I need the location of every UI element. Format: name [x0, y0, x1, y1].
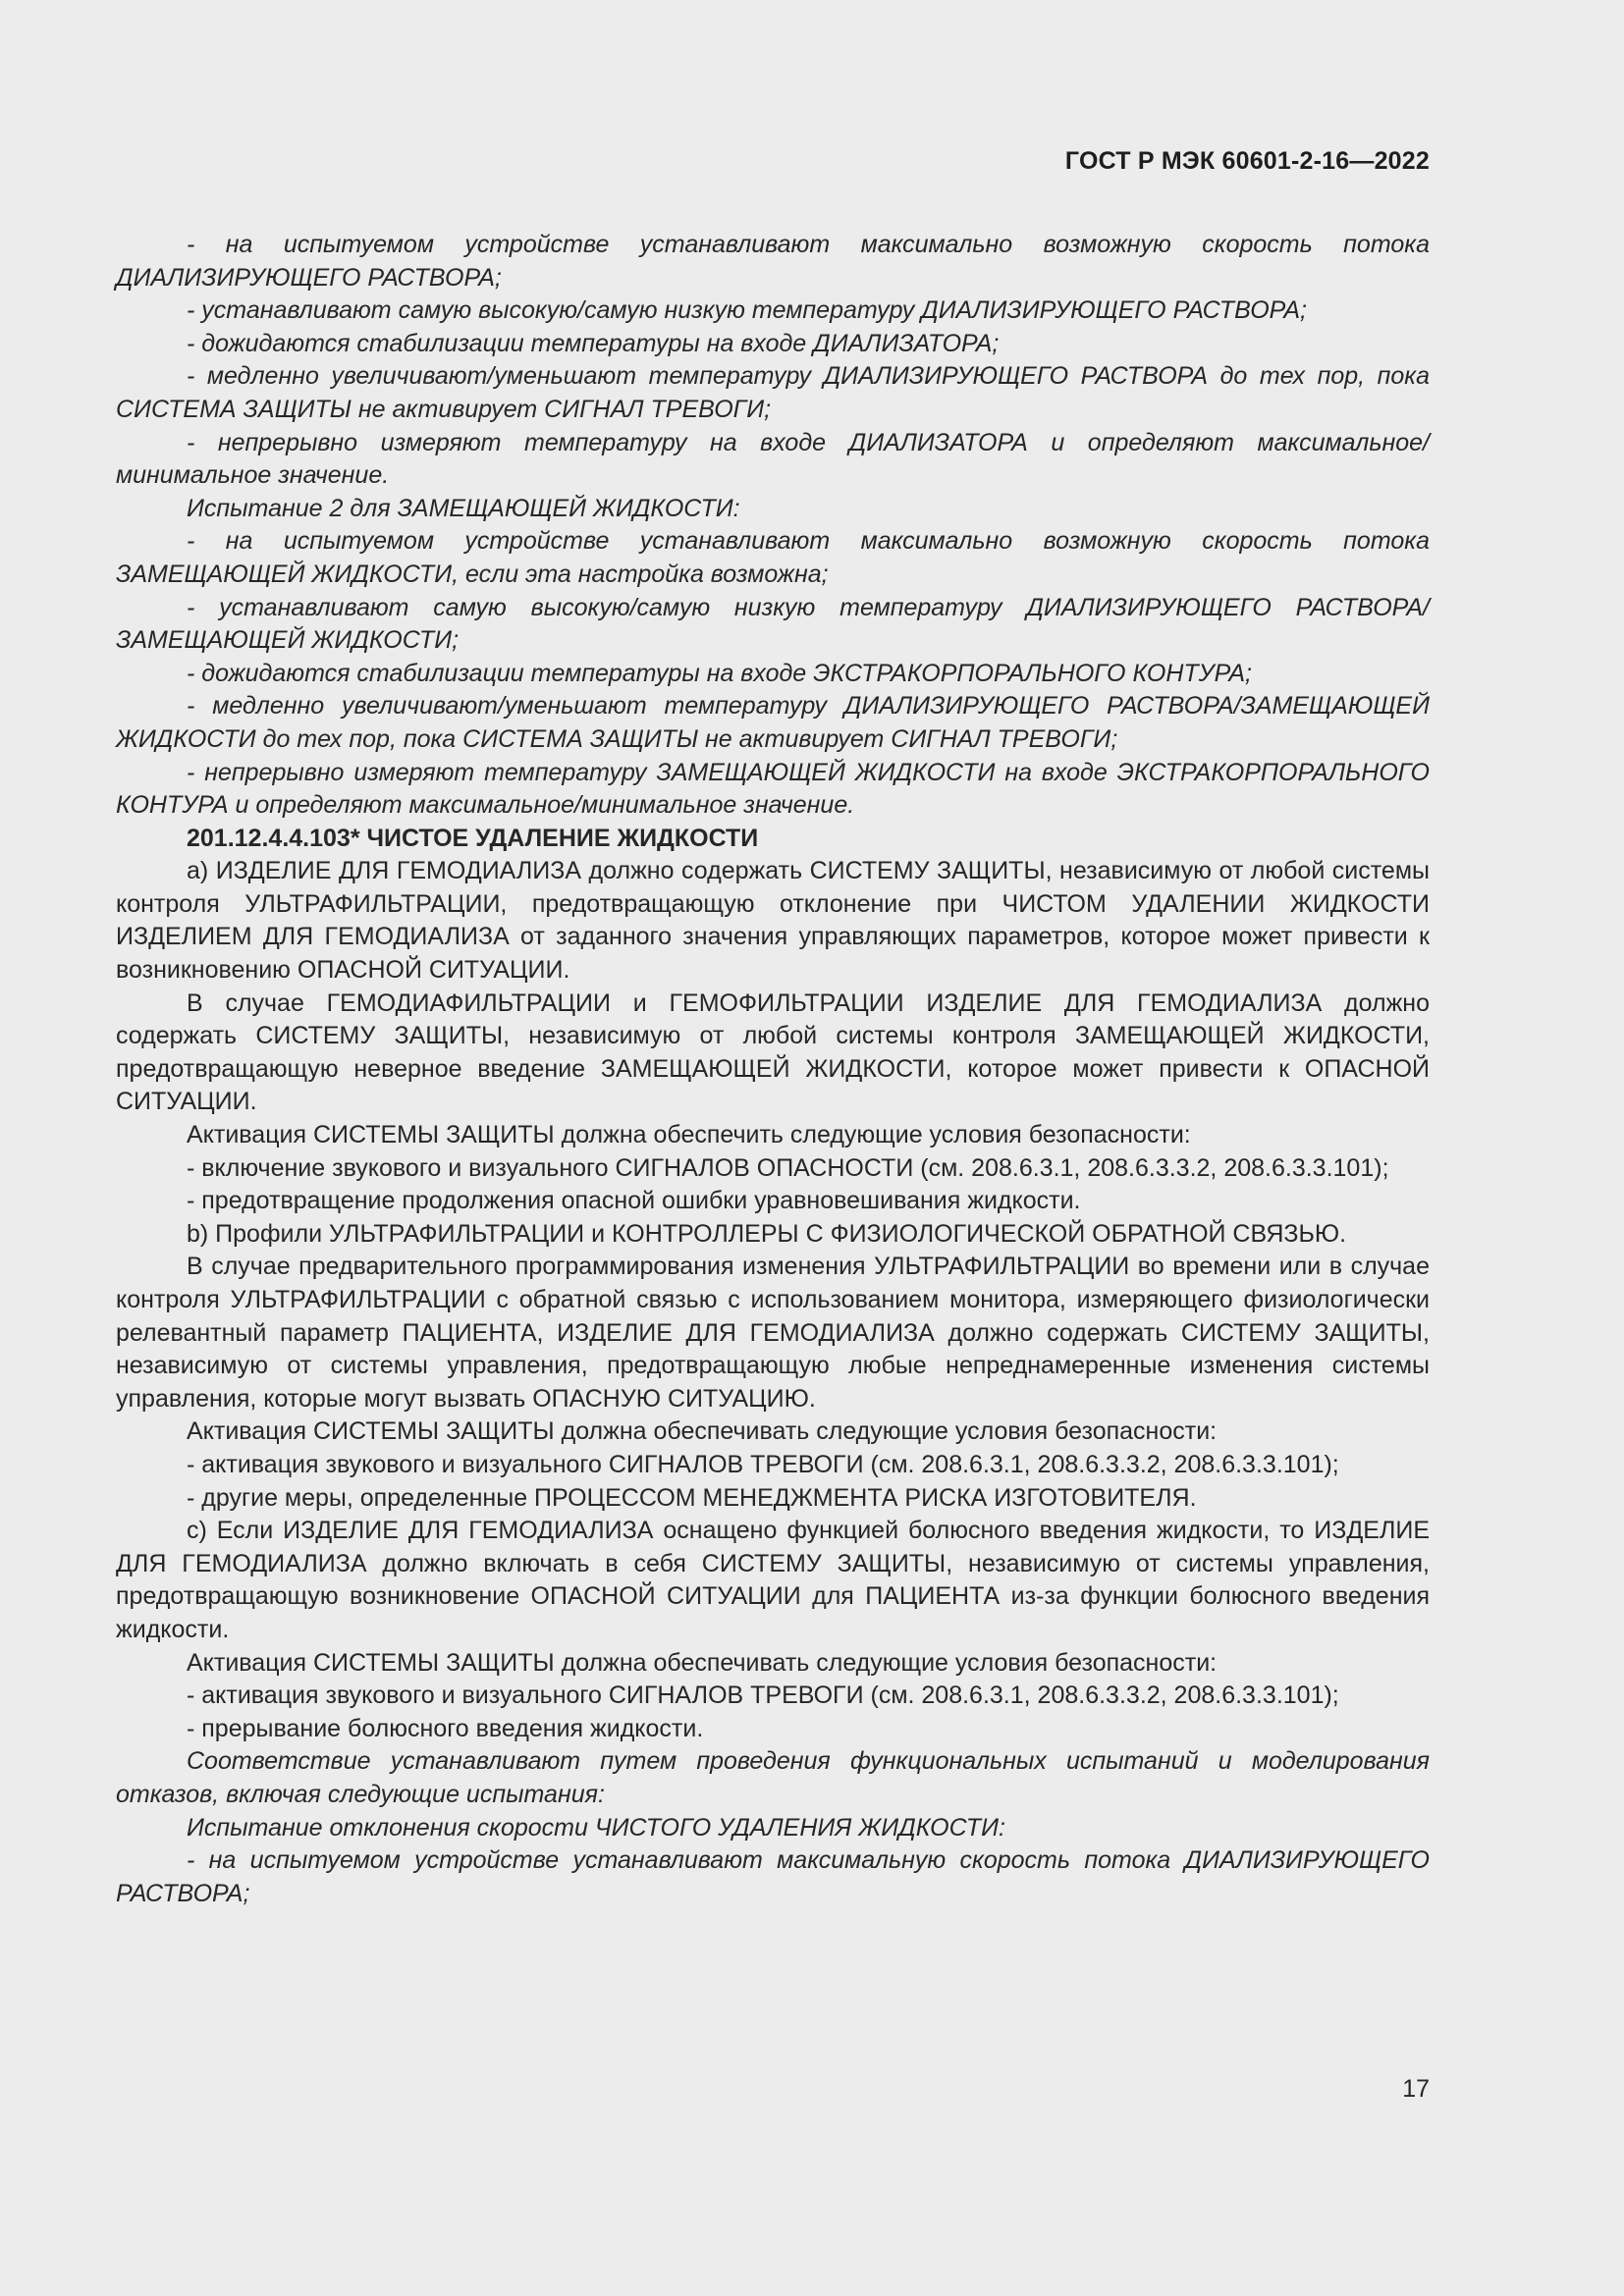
paragraph-16: - включение звукового и визуального СИГНАЛОВ ОПАСНОСТИ (см. 208.6.3.1, 208.6.3.3.2, 208.6.3.3.101);: [187, 1153, 1389, 1182]
paragraph-5: - непрерывно измеряют температуру на входе ДИАЛИЗАТОРА и определяют максимальное/минимальное значение.: [116, 428, 1430, 490]
paragraph-11: - непрерывно измеряют температуру ЗАМЕЩАЮЩЕЙ ЖИДКОСТИ на входе ЭКСТРАКОРПОРАЛЬНОГО КОНТУРА и определяют максимальное/минимальное значение.: [116, 758, 1430, 820]
paragraph-23: с) Если ИЗДЕЛИЕ ДЛЯ ГЕМОДИАЛИЗА оснащено функцией болюсного введения жидкости, то ИЗДЕЛИЕ ДЛЯ ГЕМОДИАЛИЗА должно включать в себя СИСТЕМУ ЗАЩИТЫ, независимую от системы управления, предотвращающую возникновение ОПАСНОЙ СИТУАЦИИ для ПАЦИЕНТА из-за функции болюсного введения жидкости.: [116, 1517, 1430, 1643]
paragraph-25: - активация звукового и визуального СИГНАЛОВ ТРЕВОГИ (см. 208.6.3.1, 208.6.3.3.2, 208.6.3.3.101);: [187, 1682, 1339, 1710]
paragraph-24: Активация СИСТЕМЫ ЗАЩИТЫ должна обеспечивать следующие условия безопасности:: [187, 1648, 1218, 1677]
paragraph-4: - медленно увеличивают/уменьшают температуру ДИАЛИЗИРУЮЩЕГО РАСТВОРА до тех пор, пока СИСТЕМА ЗАЩИТЫ не активирует СИГНАЛ ТРЕВОГИ;: [116, 362, 1430, 423]
paragraph-17: - предотвращение продолжения опасной ошибки уравновешивания жидкости.: [187, 1187, 1081, 1215]
paragraph-15: Активация СИСТЕМЫ ЗАЩИТЫ должна обеспечить следующие условия безопасности:: [187, 1121, 1191, 1149]
paragraph-10: - медленно увеличивают/уменьшают температуру ДИАЛИЗИРУЮЩЕГО РАСТВОРА/ЗАМЕЩАЮЩЕЙ ЖИДКОСТИ до тех пор, пока СИСТЕМА ЗАЩИТЫ не активирует СИГНАЛ ТРЕВОГИ;: [116, 692, 1430, 753]
paragraph-29: - на испытуемом устройстве устанавливают максимальную скорость потока ДИАЛИЗИРУЮЩЕГО РАСТВОРА;: [116, 1846, 1430, 1907]
paragraph-19: В случае предварительного программирования изменения УЛЬТРАФИЛЬТРАЦИИ во времени или в случае контроля УЛЬТРАФИЛЬТРАЦИИ с обратной связью с использованием монитора, измеряющего физиологически релевантный параметр ПАЦИЕНТА, ИЗДЕЛИЕ ДЛЯ ГЕМОДИАЛИЗА должно содержать СИСТЕМУ ЗАЩИТЫ, независимую от системы управления, предотвращающую любые непреднамеренные изменения системы управления, которые могут вызвать ОПАСНУЮ СИТУАЦИЮ.: [116, 1253, 1430, 1413]
paragraph-7: - на испытуемом устройстве устанавливают максимально возможную скорость потока ЗАМЕЩАЮЩЕЙ ЖИДКОСТИ, если эта настройка возможна;: [116, 527, 1430, 588]
paragraph-3: - дожидаются стабилизации температуры на входе ДИАЛИЗАТОРА;: [187, 329, 1000, 357]
paragraph-21: - активация звукового и визуального СИГНАЛОВ ТРЕВОГИ (см. 208.6.3.1, 208.6.3.3.2, 208.6.3.3.101);: [187, 1450, 1339, 1478]
paragraph-26: - прерывание болюсного введения жидкости.: [187, 1714, 704, 1742]
document-body: [116, 229, 1430, 1910]
document-header: ГОСТ Р МЭК 60601-2-16—2022: [1064, 147, 1430, 175]
page-number: 17: [1402, 2075, 1430, 2103]
paragraph-6: Испытание 2 для ЗАМЕЩАЮЩЕЙ ЖИДКОСТИ:: [187, 494, 740, 522]
paragraph-28: Испытание отклонения скорости ЧИСТОГО УДАЛЕНИЯ ЖИДКОСТИ:: [187, 1813, 1005, 1842]
paragraph-22: - другие меры, определенные ПРОЦЕССОМ МЕНЕДЖМЕНТА РИСКА ИЗГОТОВИТЕЛЯ.: [187, 1483, 1197, 1512]
paragraph-8: - устанавливают самую высокую/самую низкую температуру ДИАЛИЗИРУЮЩЕГО РАСТВОРА/ЗАМЕЩАЮЩЕЙ ЖИДКОСТИ;: [116, 593, 1430, 655]
section-heading: 201.12.4.4.103* ЧИСТОЕ УДАЛЕНИЕ ЖИДКОСТИ: [187, 824, 759, 852]
paragraph-13: а) ИЗДЕЛИЕ ДЛЯ ГЕМОДИАЛИЗА должно содержать СИСТЕМУ ЗАЩИТЫ, независимую от любой системы контроля УЛЬТРАФИЛЬТРАЦИИ, предотвращающую отклонение при ЧИСТОМ УДАЛЕНИИ ЖИДКОСТИ ИЗДЕЛИЕМ ДЛЯ ГЕМОДИАЛИЗА от заданного значения управляющих параметров, которое может привести к возникновению ОПАСНОЙ СИТУАЦИИ.: [116, 857, 1430, 985]
paragraph-2: - устанавливают самую высокую/самую низкую температуру ДИАЛИЗИРУЮЩЕГО РАСТВОРА;: [187, 296, 1307, 325]
paragraph-18: b) Профили УЛЬТРАФИЛЬТРАЦИИ и КОНТРОЛЛЕРЫ С ФИЗИОЛОГИЧЕСКОЙ ОБРАТНОЙ СВЯЗЬЮ.: [187, 1219, 1347, 1248]
paragraph-14: В случае ГЕМОДИАФИЛЬТРАЦИИ и ГЕМОФИЛЬТРАЦИИ ИЗДЕЛИЕ ДЛЯ ГЕМОДИАЛИЗА должно содержать СИСТЕМУ ЗАЩИТЫ, независимую от любой системы контроля ЗАМЕЩАЮЩЕЙ ЖИДКОСТИ, предотвращающую неверное введение ЗАМЕЩАЮЩЕЙ ЖИДКОСТИ, которое может привести к ОПАСНОЙ СИТУАЦИИ.: [116, 988, 1430, 1116]
paragraph-20: Активация СИСТЕМЫ ЗАЩИТЫ должна обеспечивать следующие условия безопасности:: [187, 1417, 1218, 1446]
paragraph-27: Соответствие устанавливают путем проведения функциональных испытаний и моделирования отказов, включая следующие испытания:: [116, 1747, 1430, 1808]
paragraph-1: - на испытуемом устройстве устанавливают максимально возможную скорость потока ДИАЛИЗИРУЮЩЕГО РАСТВОРА;: [116, 231, 1430, 292]
paragraph-9: - дожидаются стабилизации температуры на входе ЭКСТРАКОРПОРАЛЬНОГО КОНТУРА;: [187, 659, 1252, 687]
